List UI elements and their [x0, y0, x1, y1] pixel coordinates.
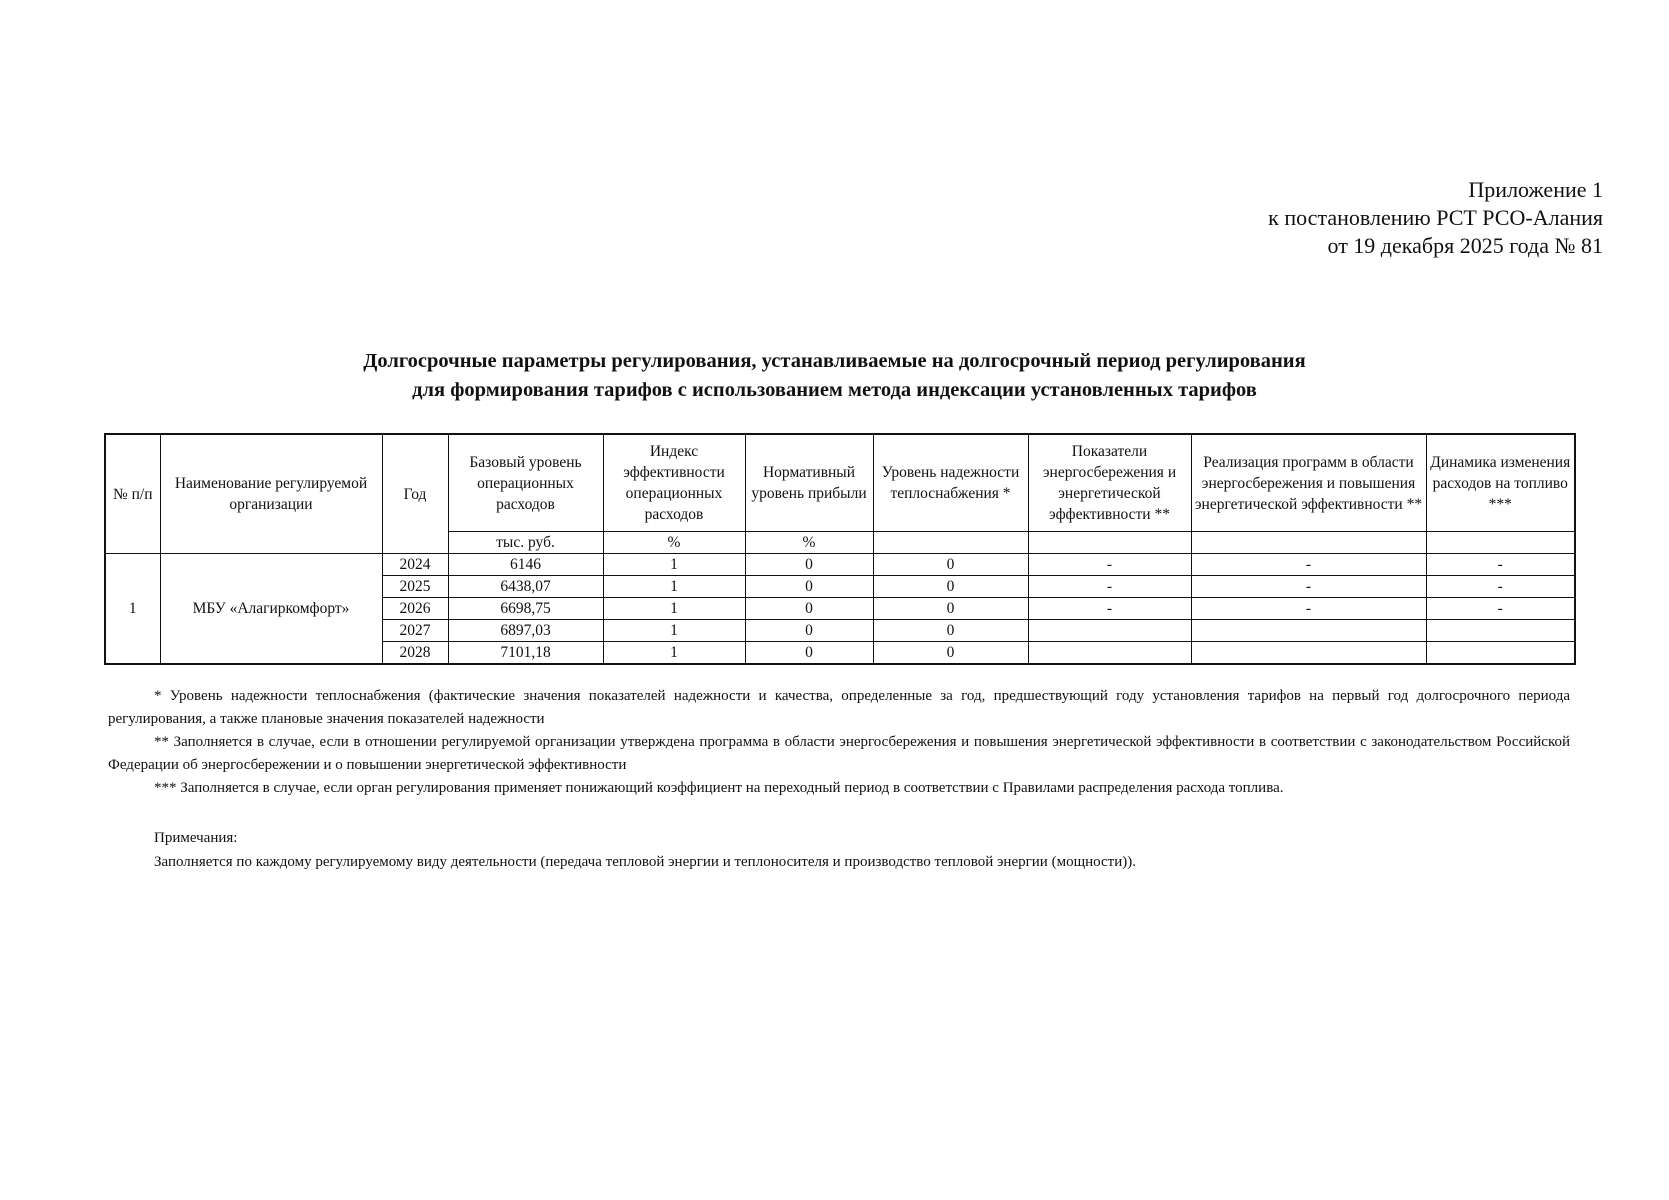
- cell-base: 7101,18: [448, 642, 603, 665]
- cell-year: 2028: [382, 642, 448, 665]
- cell-profit: 0: [745, 620, 873, 642]
- cell-reliability: 0: [873, 554, 1028, 576]
- cell-fuel: [1426, 620, 1575, 642]
- footnotes: [108, 685, 1570, 800]
- unit-reliability: [873, 532, 1028, 554]
- header-energy: Показатели энергосбережения и энергетической эффективности **: [1028, 434, 1191, 532]
- cell-org-name: МБУ «Алагиркомфорт»: [160, 554, 382, 665]
- header-base: Базовый уровень операционных расходов: [448, 434, 603, 532]
- cell-programs: [1191, 642, 1426, 665]
- cell-row-num: 1: [105, 554, 160, 665]
- cell-index: 1: [603, 598, 745, 620]
- unit-energy: [1028, 532, 1191, 554]
- cell-base: 6698,75: [448, 598, 603, 620]
- cell-fuel: [1426, 642, 1575, 665]
- cell-energy: -: [1028, 576, 1191, 598]
- cell-reliability: 0: [873, 576, 1028, 598]
- cell-year: 2024: [382, 554, 448, 576]
- header-reliability: Уровень надежности теплоснабжения *: [873, 434, 1028, 532]
- unit-programs: [1191, 532, 1426, 554]
- cell-energy: -: [1028, 598, 1191, 620]
- cell-programs: -: [1191, 576, 1426, 598]
- remarks-text: Заполняется по каждому регулируемому виду деятельности (передача тепловой энергии и теплоносителя и производство тепловой энергии (мощности)).: [154, 854, 1136, 870]
- unit-profit: %: [745, 532, 873, 554]
- cell-profit: 0: [745, 598, 873, 620]
- cell-index: 1: [603, 620, 745, 642]
- footnote-fuel: *** Заполняется в случае, если орган регулирования применяет понижающий коэффициент на переходный период в соответствии с Правилами распределения расхода топлива.: [154, 780, 1284, 796]
- parameters-table: [104, 433, 1576, 665]
- title-line-1: Долгосрочные параметры регулирования, устанавливаемые на долгосрочный период регулирования: [363, 350, 1306, 372]
- cell-reliability: 0: [873, 620, 1028, 642]
- cell-programs: -: [1191, 598, 1426, 620]
- remarks-section: [154, 826, 1136, 874]
- cell-programs: -: [1191, 554, 1426, 576]
- table-header-row: [105, 434, 1575, 532]
- cell-profit: 0: [745, 576, 873, 598]
- remarks-heading: Примечания:: [154, 830, 238, 846]
- header-profit: Нормативный уровень прибыли: [745, 434, 873, 532]
- header-num: № п/п: [105, 434, 160, 554]
- footnote-energy-program: ** Заполняется в случае, если в отношении регулируемой организации утверждена программа в области энергосбережения и повышения энергетической эффективности в соответствии с законодательством Российской Федерации об энергосбережении и о повышении энергетической эффективности: [108, 734, 1570, 773]
- header-index: Индекс эффективности операционных расходов: [603, 434, 745, 532]
- cell-reliability: 0: [873, 598, 1028, 620]
- header-fuel: Динамика изменения расходов на топливо ***: [1426, 434, 1575, 532]
- cell-fuel: -: [1426, 576, 1575, 598]
- document-title: [0, 347, 1669, 405]
- unit-fuel: [1426, 532, 1575, 554]
- cell-base: 6438,07: [448, 576, 603, 598]
- title-line-2: для формирования тарифов с использованием метода индексации установленных тарифов: [412, 379, 1257, 401]
- cell-programs: [1191, 620, 1426, 642]
- appendix-number: Приложение 1: [1468, 177, 1603, 202]
- unit-index: %: [603, 532, 745, 554]
- cell-year: 2026: [382, 598, 448, 620]
- cell-reliability: 0: [873, 642, 1028, 665]
- footnote-reliability: * Уровень надежности теплоснабжения (фактические значения показателей надежности и качества, определенные за год, предшествующий году установления тарифов на первый год долгосрочного периода регулирования, а также плановые значения показателей надежности: [108, 688, 1570, 727]
- cell-index: 1: [603, 642, 745, 665]
- cell-base: 6146: [448, 554, 603, 576]
- appendix-date: от 19 декабря 2025 года № 81: [1327, 233, 1603, 258]
- unit-base: тыс. руб.: [448, 532, 603, 554]
- cell-energy: [1028, 620, 1191, 642]
- cell-index: 1: [603, 554, 745, 576]
- cell-energy: [1028, 642, 1191, 665]
- cell-year: 2027: [382, 620, 448, 642]
- appendix-header: [1268, 176, 1603, 260]
- header-year: Год: [382, 434, 448, 554]
- cell-profit: 0: [745, 642, 873, 665]
- cell-fuel: -: [1426, 554, 1575, 576]
- cell-energy: -: [1028, 554, 1191, 576]
- appendix-resolution: к постановлению РСТ РСО-Алания: [1268, 205, 1603, 230]
- cell-base: 6897,03: [448, 620, 603, 642]
- header-programs: Реализация программ в области энергосбережения и повышения энергетической эффективности **: [1191, 434, 1426, 532]
- cell-index: 1: [603, 576, 745, 598]
- cell-fuel: -: [1426, 598, 1575, 620]
- cell-year: 2025: [382, 576, 448, 598]
- cell-profit: 0: [745, 554, 873, 576]
- header-org: Наименование регулируемой организации: [160, 434, 382, 554]
- table-row: [105, 554, 1575, 576]
